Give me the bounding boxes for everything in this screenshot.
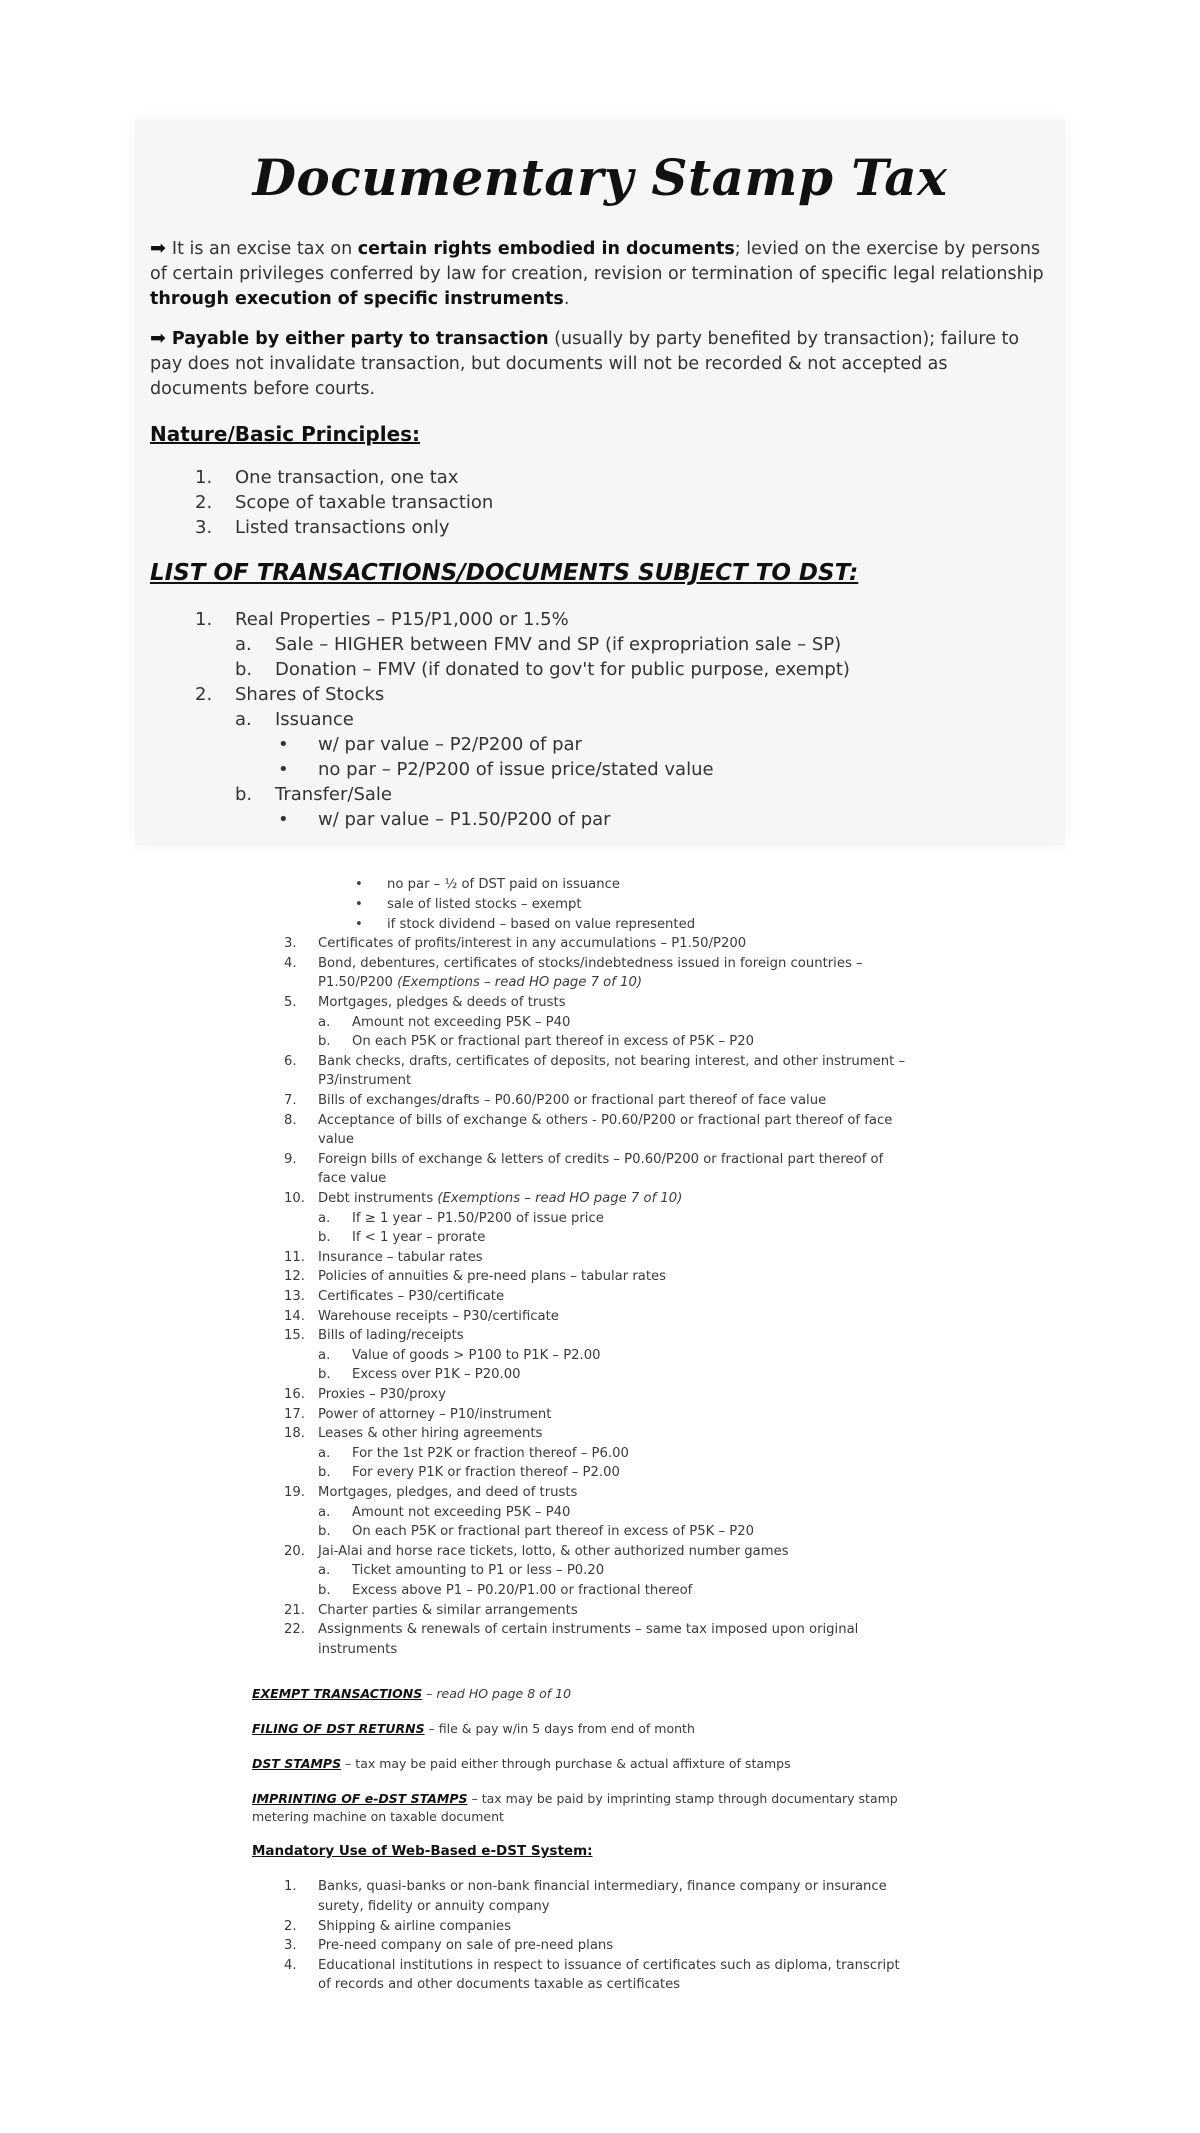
mandatory-heading: Mandatory Use of Web-Based e-DST System:	[252, 1843, 593, 1859]
page-title: Documentary Stamp Tax	[252, 148, 948, 207]
intro-paragraph-2: ➡ Payable by either party to transaction (usually by party benefited by transaction); failure to pay does not invalidate transaction, but documents will not be recorded & not accepted as documents before courts.	[150, 327, 1020, 399]
intro-paragraph-1: ➡ It is an excise tax on certain rights embodied in documents; levied on the exercise by persons of certain privileges conferred by law for creation, revision or termination of specific legal relationship through execution of specific instruments.	[150, 237, 1044, 309]
list-heading: LIST OF TRANSACTIONS/DOCUMENTS SUBJECT TO DST:	[150, 560, 859, 586]
arrow-right-icon: ➡	[150, 237, 166, 259]
dst-stamps-note: DST STAMPS – tax may be paid either through purchase & actual affixture of stamps	[252, 1756, 791, 1771]
nature-heading: Nature/Basic Principles:	[150, 422, 421, 446]
imprinting-e-dst-note-line2: metering machine on taxable document	[252, 1809, 504, 1824]
imprinting-e-dst-note: IMPRINTING OF e-DST STAMPS – tax may be paid by imprinting stamp through documentary stamp	[252, 1791, 898, 1806]
filing-dst-returns-note: FILING OF DST RETURNS – file & pay w/in 5 days from end of month	[252, 1721, 695, 1736]
exempt-transactions-note: EXEMPT TRANSACTIONS – read HO page 8 of 10	[252, 1686, 572, 1701]
arrow-right-icon: ➡	[150, 327, 166, 349]
